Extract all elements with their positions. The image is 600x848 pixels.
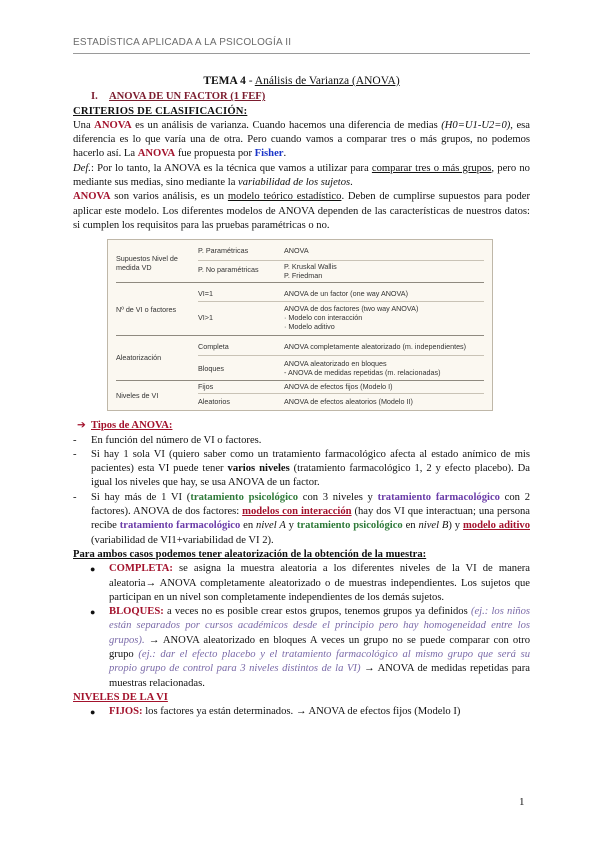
list-item: ● COMPLETA: se asigna la muestra aleatoria a los diferentes niveles de la VI de manera aleatoria→ ANOVA completamente aleatorizado o de muestras independientes. Los sujetos que participan en un nivel son completamente independientes de los demás sujetos. xyxy=(90,563,530,603)
paragraph-intro: Una ANOVA es un análisis de varianza. Cuando hacemos una diferencia de medias (H0=U1-U2=0), esa diferencia es lo que varía una de otra. Pero cuando vamos a comparar tres o más grupos, no podemos hacerlo así. La ANOVA fue propuesta por Fisher. xyxy=(73,119,530,160)
list-item: ● BLOQUES: a veces no es posible crear estos grupos, tenemos grupos ya definidos (ej.: los niños están separados por cursos académicos desde el principio pero hay homogeneidad entre los grupos). → ANOVA aleatorizado en bloques A veces un grupo no se puede comparar con otro grupo (ej.: dar el efecto placebo y el tratamiento farmacológico al mismo grupo que será su propio grupo de control para 3 niveles distintos de la VI) → ANOVA de medidas repetidas para muestras relacionadas. xyxy=(90,606,530,689)
list-item: - En función del número de VI o factores. xyxy=(73,434,262,446)
course-title: ESTADÍSTICA APLICADA A LA PSICOLOGÍA II xyxy=(73,37,292,48)
page-title: TEMA 4 - Análisis de Varianza (ANOVA) xyxy=(203,75,400,87)
classification-table-image xyxy=(107,239,493,411)
tema-number: TEMA 4 xyxy=(203,75,246,87)
criterios-heading: CRITERIOS DE CLASIFICACIÓN: xyxy=(73,105,248,117)
table-row: Nº de VI o factores VI=1 ANOVA de un factor (one way ANOVA) VI>1 ANOVA de dos factores (two way ANOVA) · Modelo con interacción · Modelo aditivo xyxy=(116,283,484,336)
paragraph-models: ANOVA son varios análisis, es un modelo teórico estadístico. Deben de cumplirse supuestos para poder aplicar este modelo. Los diferentes modelos de ANOVA dependen de las características de nuestros datos: si cumplen los requisitos para las pruebas paramétricas o no. xyxy=(73,191,530,231)
section-heading: I. ANOVA DE UN FACTOR (1 FEF) xyxy=(91,91,266,103)
ambos-heading: Para ambos casos podemos tener aleatorización de la obtención de la muestra: xyxy=(73,548,427,560)
paragraph-definition: Def.: Por lo tanto, la ANOVA es la técnica que vamos a utilizar para comparar tres o más grupos, pero no mediante sus medias, sino mediante la variabilidad de los sujetos. xyxy=(73,162,530,189)
content-list xyxy=(73,419,530,719)
document-body xyxy=(73,74,530,720)
list-item: ● FIJOS: los factores ya están determinados. → ANOVA de efectos fijos (Modelo I) xyxy=(90,706,461,718)
header-divider xyxy=(73,53,530,54)
table-row: Niveles de VI Fijos ANOVA de efectos fijos (Modelo I) Aleatorios ANOVA de efectos aleatorios (Modelo II) xyxy=(116,381,484,409)
niveles-heading: NIVELES DE LA VI xyxy=(73,691,168,703)
tipos-heading: ➔ Tipos de ANOVA: xyxy=(77,420,173,432)
list-item: - Si hay más de 1 VI (tratamiento psicológico con 3 niveles y tratamiento farmacológico con 2 factores). ANOVA de dos factores: modelos con interacción (hay dos VI que interactuan; una persona recibe tratamiento farmacológico en nivel A y tratamiento psicológico en nivel B) y modelo aditivo (variabilidad de VI1+variabilidad de VI 2). xyxy=(73,491,530,546)
page-number: 1 xyxy=(519,796,525,808)
table-row: Aleatorización Completa ANOVA completamente aleatorizado (m. independientes) Bloques ANOVA aleatorizado en bloques - ANOVA de medidas repetidas (m. relacionadas) xyxy=(116,336,484,381)
page-header xyxy=(0,0,600,62)
tema-name: Análisis de Varianza (ANOVA) xyxy=(254,75,400,87)
table-row: Supuestos Nivel de medida VD P. Paramétricas ANOVA P. No paramétricas P. Kruskal Wallis P. Friedman xyxy=(116,244,484,283)
list-item: - Si hay 1 sola VI (quiero saber como un tratamiento farmacológico afecta al estado anímico de mis pacientes) esta VI puede tener varios niveles (tratamiento farmacológico 1, 2 y efecto placebo). Da igual los niveles que hay, se usa ANOVA de un factor. xyxy=(73,448,530,489)
